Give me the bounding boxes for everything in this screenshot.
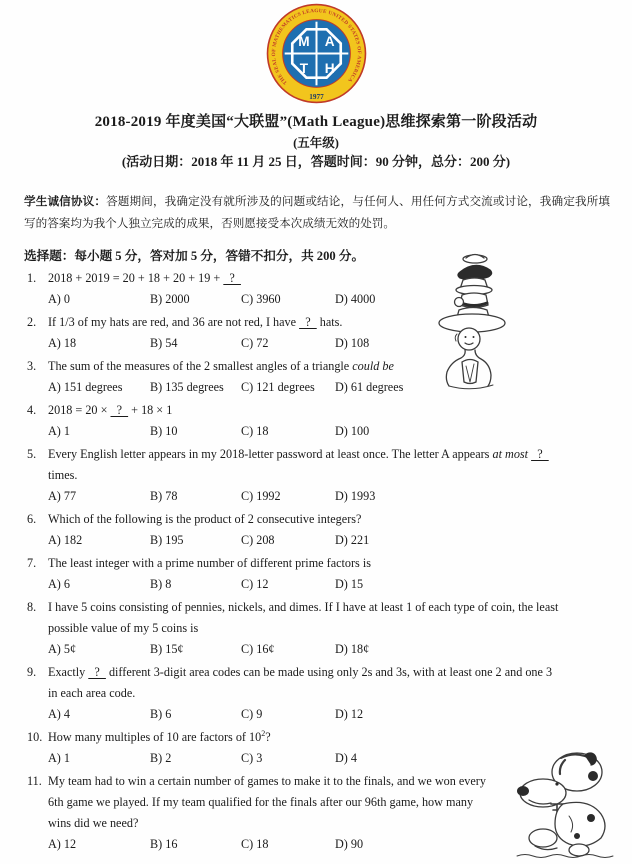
option-c: C) 208 xyxy=(241,533,275,547)
seal-letter-t: T xyxy=(299,61,308,77)
page-title: 2018-2019 年度美国“大联盟”(Math League)思维探索第一阶段活动 xyxy=(94,114,538,130)
question-text-segment: 6th game we played. If my team qualified for the finals after our 96th game, how many xyxy=(48,795,474,809)
option-b: B) 15¢ xyxy=(150,642,184,656)
option-c: C) 121 degrees xyxy=(241,380,315,394)
question-line xyxy=(48,683,632,704)
options-row xyxy=(48,639,632,660)
question-number: 2. xyxy=(27,315,37,329)
question-text-segment: 2018 + 2019 = 20 + 18 + 20 + 19 + xyxy=(48,271,224,285)
question-number: 8. xyxy=(27,600,37,614)
question-line xyxy=(48,312,632,333)
option-b: B) 2 xyxy=(150,751,172,765)
question-text xyxy=(48,509,632,530)
question-number: 7. xyxy=(27,556,37,570)
option-a: A) 151 degrees xyxy=(48,380,123,394)
question-text-segment: + 18 × 1 xyxy=(128,403,173,417)
question-text xyxy=(48,312,632,333)
option-a: A) 0 xyxy=(48,292,71,306)
question-text-segment: possible value of my 5 coins is xyxy=(48,621,199,635)
question-line xyxy=(48,509,632,530)
seal-letter-m: M xyxy=(297,33,310,49)
options-row xyxy=(48,377,632,398)
question-item xyxy=(0,771,632,855)
question-number: 10. xyxy=(27,730,43,744)
option-d: D) 4000 xyxy=(335,292,376,306)
question-text-segment: ? xyxy=(265,730,271,744)
option-b: B) 78 xyxy=(150,489,178,503)
question-line xyxy=(48,618,632,639)
question-text xyxy=(48,268,632,289)
question-item xyxy=(0,597,632,660)
option-d: D) 100 xyxy=(335,424,370,438)
question-text-segment: My team had to win a certain number of games to make it to the finals, and we won every xyxy=(48,774,486,788)
question-text-segment: 2018 = 20 × xyxy=(48,403,111,417)
answer-blank: ? xyxy=(299,315,317,329)
option-b: B) 6 xyxy=(150,707,172,721)
option-d: D) 18¢ xyxy=(335,642,370,656)
question-text xyxy=(48,356,632,377)
question-number: 1. xyxy=(27,271,37,285)
option-d: D) 1993 xyxy=(335,489,376,503)
options-row xyxy=(48,486,632,507)
option-b: B) 8 xyxy=(150,577,172,591)
question-text-segment: different 3-digit area codes can be made using only 2s and 3s, with at least one 2 and one 3 xyxy=(105,665,553,679)
grade-subtitle: (五年级) xyxy=(293,136,339,150)
options-row xyxy=(48,748,632,769)
option-a: A) 6 xyxy=(48,577,71,591)
question-item xyxy=(0,553,632,595)
option-a: A) 5¢ xyxy=(48,642,77,656)
options-row xyxy=(48,704,632,725)
option-c: C) 9 xyxy=(241,707,263,721)
question-number: 6. xyxy=(27,512,37,526)
question-text-segment: Which of the following is the product of 2 consecutive integers? xyxy=(48,512,362,526)
question-text-segment: wins did we need? xyxy=(48,816,139,830)
question-text xyxy=(48,553,632,574)
question-text-segment: times. xyxy=(48,468,78,482)
questions-list xyxy=(0,268,632,857)
question-number: 4. xyxy=(27,403,37,417)
option-a: A) 4 xyxy=(48,707,71,721)
question-text xyxy=(48,771,632,834)
question-text-segment: could be xyxy=(352,359,394,373)
option-c: C) 3 xyxy=(241,751,263,765)
option-c: C) 16¢ xyxy=(241,642,275,656)
option-a: A) 12 xyxy=(48,837,77,851)
question-number: 3. xyxy=(27,359,37,373)
question-text xyxy=(48,597,632,639)
option-a: A) 77 xyxy=(48,489,77,503)
question-line xyxy=(48,597,632,618)
question-item xyxy=(0,356,632,398)
option-c: C) 3960 xyxy=(241,292,281,306)
option-d: D) 90 xyxy=(335,837,364,851)
options-row xyxy=(48,289,632,310)
question-item xyxy=(0,268,632,310)
options-row xyxy=(48,421,632,442)
question-text-segment: The sum of the measures of the 2 smallest angles of a triangle xyxy=(48,359,353,373)
option-d: D) 61 degrees xyxy=(335,380,404,394)
question-item xyxy=(0,400,632,442)
option-b: B) 54 xyxy=(150,336,178,350)
question-line xyxy=(48,444,632,465)
seal-year-1977: 1977 xyxy=(308,92,324,101)
question-number: 11. xyxy=(27,774,42,788)
option-b: B) 10 xyxy=(150,424,178,438)
answer-blank: ? xyxy=(223,271,241,285)
logo-container xyxy=(0,3,632,109)
option-b: B) 2000 xyxy=(150,292,190,306)
question-text-segment: The least integer with a prime number of different prime factors is xyxy=(48,556,371,570)
option-c: C) 18 xyxy=(241,424,269,438)
question-text xyxy=(48,400,632,421)
question-line xyxy=(48,356,632,377)
question-item xyxy=(0,444,632,507)
question-text xyxy=(48,662,632,704)
question-item xyxy=(0,312,632,354)
honesty-agreement xyxy=(24,191,610,234)
option-c: C) 12 xyxy=(241,577,269,591)
question-line xyxy=(48,553,632,574)
option-d: D) 108 xyxy=(335,336,370,350)
option-d: D) 15 xyxy=(335,577,364,591)
question-text-segment: I have 5 coins consisting of pennies, nickels, and dimes. If I have at least 1 of each type of coin, the least xyxy=(48,600,559,614)
question-item xyxy=(0,727,632,769)
seal-ring-text: THE SEAL OF MATHEMATICS LEAGUE UNITED STATES OF AMERICA xyxy=(270,8,362,86)
multiple-choice-section-header: 选择题：每小题 5 分，答对加 5 分，答错不扣分，共 200 分。 xyxy=(24,249,365,263)
question-text xyxy=(48,727,632,748)
options-row xyxy=(48,574,632,595)
question-number: 9. xyxy=(27,665,37,679)
question-number: 5. xyxy=(27,447,37,461)
question-text xyxy=(48,444,632,486)
question-text-segment: Every English letter appears in my 2018-letter password at least once. The letter A appears xyxy=(48,447,493,461)
answer-blank: ? xyxy=(88,665,106,679)
seal-letter-h: H xyxy=(324,61,335,77)
seal-letter-a: A xyxy=(324,33,335,49)
honesty-agreement-lead: 学生诚信协议： xyxy=(24,195,107,208)
question-text-segment: hats. xyxy=(316,315,343,329)
question-line xyxy=(48,813,632,834)
option-a: A) 18 xyxy=(48,336,77,350)
math-league-seal-icon xyxy=(266,3,367,104)
question-text-segment: 2 xyxy=(261,728,266,738)
question-line xyxy=(48,465,632,486)
question-line xyxy=(48,727,632,748)
option-c: C) 1992 xyxy=(241,489,281,503)
option-b: B) 135 degrees xyxy=(150,380,224,394)
options-row xyxy=(48,834,632,855)
question-item xyxy=(0,509,632,551)
option-d: D) 12 xyxy=(335,707,364,721)
question-line xyxy=(48,771,632,792)
option-d: D) 221 xyxy=(335,533,370,547)
question-line xyxy=(48,400,632,421)
question-line xyxy=(48,792,632,813)
answer-blank: ? xyxy=(531,447,549,461)
option-b: B) 195 xyxy=(150,533,184,547)
question-line xyxy=(48,662,632,683)
answer-blank: ? xyxy=(110,403,129,417)
exam-info-line: (活动日期：2018 年 11 月 25 日，答题时间：90 分钟，总分：200 分) xyxy=(121,154,511,169)
option-a: A) 1 xyxy=(48,424,71,438)
option-a: A) 1 xyxy=(48,751,71,765)
question-item xyxy=(0,662,632,725)
options-row xyxy=(48,530,632,551)
question-text-segment: How many multiples of 10 are factors of 10 xyxy=(48,730,262,744)
option-b: B) 16 xyxy=(150,837,178,851)
option-c: C) 72 xyxy=(241,336,269,350)
question-text-segment: Exactly xyxy=(48,665,89,679)
question-text-segment: in each area code. xyxy=(48,686,136,700)
question-text-segment: at most xyxy=(492,447,529,461)
question-line xyxy=(48,268,632,289)
question-text-segment: If 1/3 of my hats are red, and 36 are not red, I have xyxy=(48,315,300,329)
honesty-agreement-body: 答题期间，我确定没有就所涉及的问题或结论，与任何人、用任何方式交流或讨论，我确定我所填写的答案均为我个人独立完成的成果，否则愿接受本次成绩无效的处罚。 xyxy=(24,195,610,230)
option-d: D) 4 xyxy=(335,751,358,765)
option-a: A) 182 xyxy=(48,533,83,547)
options-row xyxy=(48,333,632,354)
option-c: C) 18 xyxy=(241,837,269,851)
